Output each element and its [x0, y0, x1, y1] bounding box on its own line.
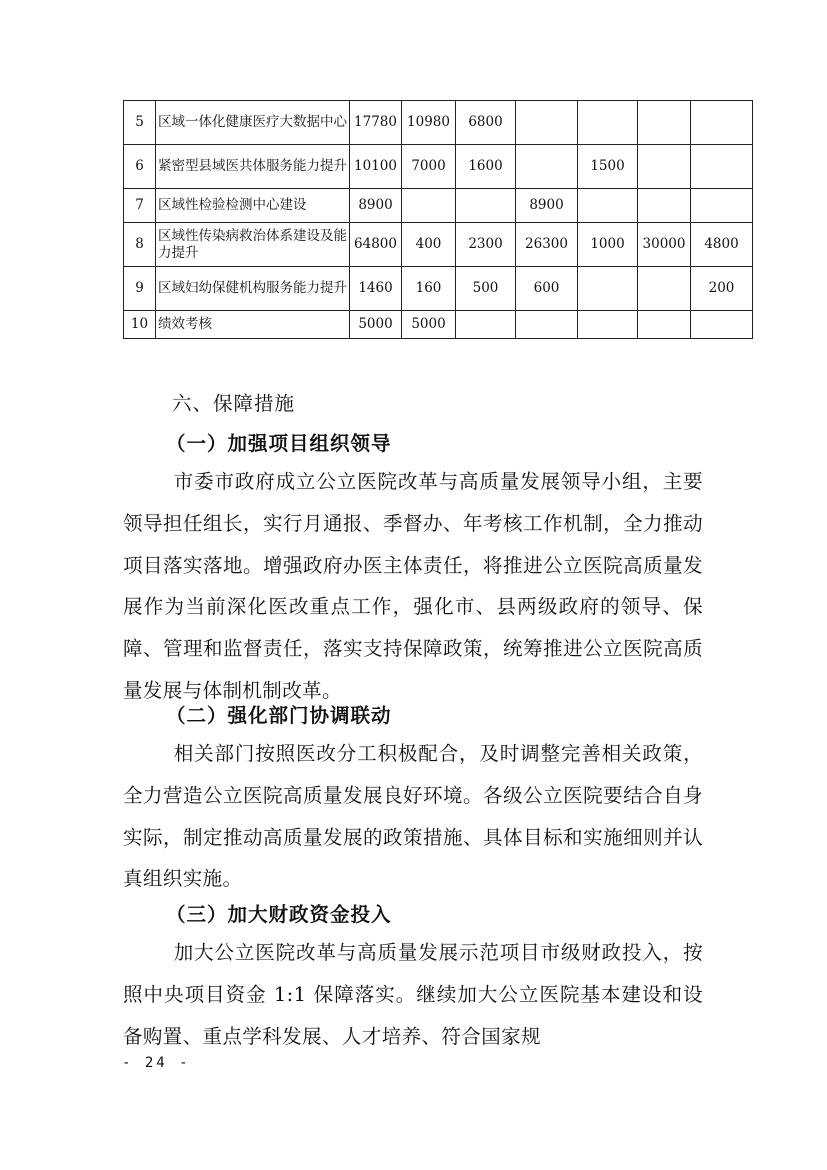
- amount-cell: 600: [516, 267, 578, 311]
- amount-cell: 30000: [638, 223, 691, 267]
- amount-cell: 500: [456, 267, 516, 311]
- table-row: [124, 101, 753, 145]
- amount-cell: [638, 101, 691, 145]
- project-name-cell: 紧密型县域医共体服务能力提升: [156, 145, 350, 189]
- amount-cell: 8900: [516, 189, 578, 223]
- amount-cell: [516, 145, 578, 189]
- amount-cell: [402, 189, 456, 223]
- amount-cell: 7000: [402, 145, 456, 189]
- amount-cell: [691, 189, 753, 223]
- row-number-cell: 6: [124, 145, 156, 189]
- page-number: - 24 -: [122, 1055, 191, 1071]
- amount-cell: [691, 145, 753, 189]
- amount-cell: [578, 101, 638, 145]
- amount-cell: 400: [402, 223, 456, 267]
- project-name-cell: 区域性传染病救治体系建设及能力提升: [156, 223, 350, 267]
- amount-cell: [638, 267, 691, 311]
- amount-cell: 2300: [456, 223, 516, 267]
- amount-cell: 10100: [350, 145, 402, 189]
- table-row: [124, 267, 753, 311]
- amount-cell: 1500: [578, 145, 638, 189]
- amount-cell: [691, 101, 753, 145]
- section-heading: 六、保障措施: [172, 392, 296, 415]
- budget-table: [123, 100, 753, 339]
- amount-cell: [516, 101, 578, 145]
- amount-cell: [578, 189, 638, 223]
- amount-cell: 5000: [402, 311, 456, 339]
- amount-cell: [456, 189, 516, 223]
- subsection-heading-3: （三）加大财政资金投入: [166, 903, 392, 926]
- paragraph-2: 相关部门按照医改分工积极配合，及时调整完善相关政策，全力营造公立医院高质量发展良好环境。各级公立医院要结合自身实际，制定推动高质量发展的政策措施、具体目标和实施细则并认真组织实施。: [123, 742, 703, 891]
- project-name-cell: 区域妇幼保健机构服务能力提升: [156, 267, 350, 311]
- amount-cell: 8900: [350, 189, 402, 223]
- paragraph-1: 市委市政府成立公立医院改革与高质量发展领导小组，主要领导担任组长，实行月通报、季督办、年考核工作机制，全力推动项目落实落地。增强政府办医主体责任，将推进公立医院高质量发展作为当前深化医改重点工作，强化市、县两级政府的领导、保障、管理和监督责任，落实支持保障政策，统筹推进公立医院高质量发展与体制机制改革。: [123, 470, 703, 702]
- table-row: [124, 145, 753, 189]
- amount-cell: 1460: [350, 267, 402, 311]
- amount-cell: 5000: [350, 311, 402, 339]
- amount-cell: 1000: [578, 223, 638, 267]
- row-number-cell: 8: [124, 223, 156, 267]
- amount-cell: 17780: [350, 101, 402, 145]
- amount-cell: [638, 311, 691, 339]
- subsection-heading-1: （一）加强项目组织领导: [166, 432, 392, 455]
- paragraph-3: 加大公立医院改革与高质量发展示范项目市级财政投入，按照中央项目资金 1:1 保障落实。继续加大公立医院基本建设和设备购置、重点学科发展、人才培养、符合国家规: [123, 941, 703, 1048]
- amount-cell: 10980: [402, 101, 456, 145]
- amount-cell: 200: [691, 267, 753, 311]
- amount-cell: [638, 145, 691, 189]
- row-number-cell: 9: [124, 267, 156, 311]
- row-number-cell: 10: [124, 311, 156, 339]
- amount-cell: 64800: [350, 223, 402, 267]
- project-name-cell: 区域性检验检测中心建设: [156, 189, 350, 223]
- row-number-cell: 5: [124, 101, 156, 145]
- amount-cell: 4800: [691, 223, 753, 267]
- amount-cell: 26300: [516, 223, 578, 267]
- amount-cell: [456, 311, 516, 339]
- table-row: [124, 223, 753, 267]
- project-name-cell: 绩效考核: [156, 311, 350, 339]
- amount-cell: 1600: [456, 145, 516, 189]
- subsection-heading-2: （二）强化部门协调联动: [166, 704, 392, 727]
- amount-cell: 160: [402, 267, 456, 311]
- amount-cell: [578, 267, 638, 311]
- amount-cell: 6800: [456, 101, 516, 145]
- project-name-cell: 区域一体化健康医疗大数据中心: [156, 101, 350, 145]
- amount-cell: [691, 311, 753, 339]
- table-row: [124, 311, 753, 339]
- amount-cell: [578, 311, 638, 339]
- amount-cell: [516, 311, 578, 339]
- amount-cell: [638, 189, 691, 223]
- table-row: [124, 189, 753, 223]
- row-number-cell: 7: [124, 189, 156, 223]
